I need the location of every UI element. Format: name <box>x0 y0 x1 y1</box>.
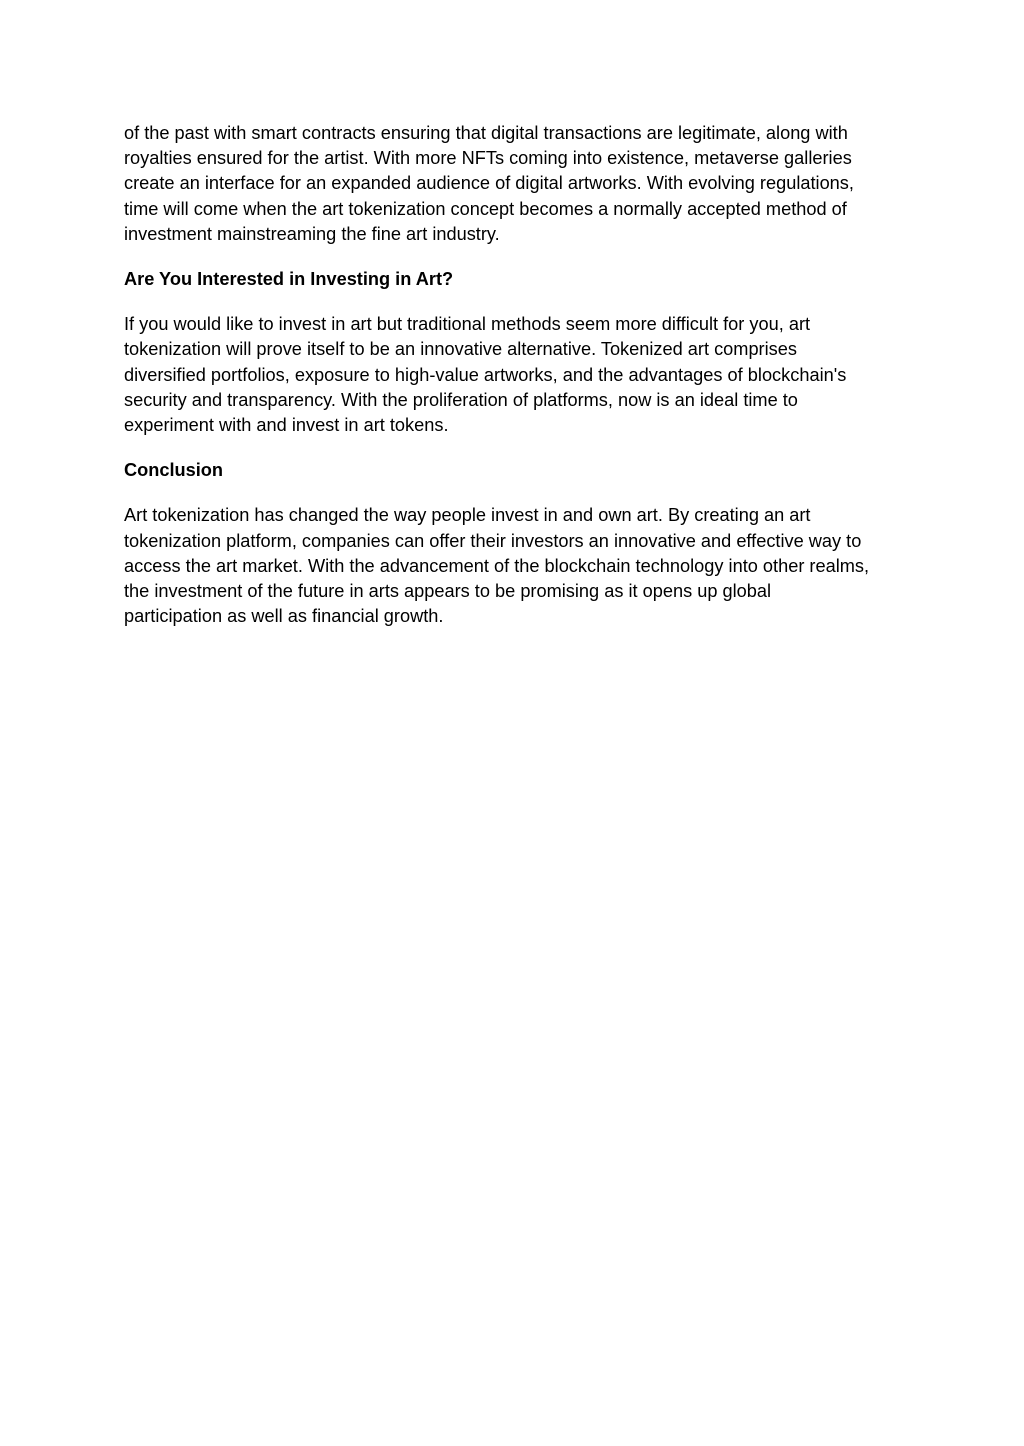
intro-paragraph <box>124 121 914 247</box>
paragraph-line: security and transparency. With the proliferation of platforms, now is an ideal time to <box>124 389 798 410</box>
section-heading-investing: Are You Interested in Investing in Art? <box>124 269 454 290</box>
conclusion-paragraph <box>124 503 914 629</box>
paragraph-line: of the past with smart contracts ensuring that digital transactions are legitimate, along with <box>124 123 848 143</box>
document-body <box>124 121 914 649</box>
paragraph-line: If you would like to invest in art but traditional methods seem more difficult for you, art <box>124 314 811 335</box>
paragraph-line: create an interface for an expanded audience of digital artworks. With evolving regulations, <box>124 173 854 194</box>
paragraph-line: participation as well as financial growth. <box>124 606 444 627</box>
paragraph-line: investment mainstreaming the fine art industry. <box>124 223 500 244</box>
paragraph-line: Art tokenization has changed the way people invest in and own art. By creating an art <box>124 505 811 526</box>
paragraph-line: diversified portfolios, exposure to high-value artworks, and the advantages of blockchain's <box>124 364 847 385</box>
section-heading-conclusion: Conclusion <box>124 460 224 481</box>
paragraph-line: royalties ensured for the artist. With more NFTs coming into existence, metaverse galleries <box>124 148 852 169</box>
paragraph-line: time will come when the art tokenization concept becomes a normally accepted method of <box>124 198 847 219</box>
paragraph-line: the investment of the future in arts appears to be promising as it opens up global <box>124 581 772 602</box>
paragraph-line: tokenization platform, companies can offer their investors an innovative and effective way to <box>124 530 862 551</box>
investing-paragraph <box>124 312 914 438</box>
paragraph-line: access the art market. With the advancement of the blockchain technology into other realms, <box>124 555 870 576</box>
paragraph-line: tokenization will prove itself to be an innovative alternative. Tokenized art comprises <box>124 339 797 360</box>
paragraph-line: experiment with and invest in art tokens. <box>124 415 449 436</box>
